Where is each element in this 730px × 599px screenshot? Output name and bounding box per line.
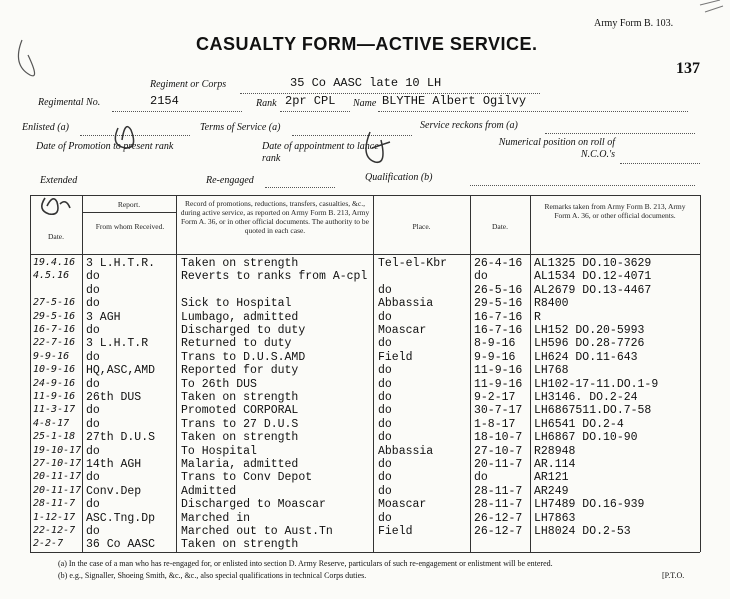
cell-from-whom: do bbox=[86, 471, 100, 485]
footnote-a: (a) In the case of a man who has re-engaged for, or enlisted into section D. Army Reserve, particulars of such re-engagement or enlistment will be entered. bbox=[58, 559, 553, 568]
cell-date2: 26-5-16 bbox=[474, 283, 523, 297]
cell-from-whom: do bbox=[86, 498, 100, 512]
form-title: CASUALTY FORM—ACTIVE SERVICE. bbox=[196, 34, 538, 54]
header-date2: Date. bbox=[491, 222, 509, 231]
cell-remarks: R8400 bbox=[534, 297, 569, 311]
form-reference: Army Form B. 103. bbox=[594, 18, 674, 29]
cell-record: Discharged to Moascar bbox=[181, 498, 326, 512]
appointment-label: Date of appointment to lance rank bbox=[262, 141, 379, 164]
cell-from-whom: do bbox=[86, 444, 100, 458]
cell-date: 22-7-16 bbox=[33, 337, 76, 349]
cell-record: Promoted CORPORAL bbox=[181, 404, 299, 418]
cell-date2: 18-10-7 bbox=[474, 431, 523, 445]
cell-from-whom: do bbox=[86, 270, 100, 284]
cell-date: 11-9-16 bbox=[33, 391, 76, 402]
cell-remarks: LH152 DO.20-5993 bbox=[534, 324, 645, 337]
cell-date: 1-12-17 bbox=[33, 511, 76, 523]
cell-place: do bbox=[378, 458, 392, 471]
cell-from-whom: 14th AGH bbox=[86, 458, 142, 471]
cell-date2: 26-4-16 bbox=[474, 257, 523, 270]
terms-label: Terms of Service (a) bbox=[200, 122, 281, 133]
cell-remarks: R bbox=[534, 310, 541, 324]
cell-remarks: LH6541 DO.2-4 bbox=[534, 417, 624, 431]
cell-remarks: AL1325 DO.10-3629 bbox=[534, 257, 652, 270]
cell-record: Discharged to duty bbox=[181, 324, 306, 337]
cell-place: Abbassia bbox=[378, 297, 434, 311]
cell-record: To Hospital bbox=[181, 444, 257, 458]
cell-from-whom: 27th D.U.S bbox=[86, 431, 156, 445]
cell-date: 20-11-17 bbox=[33, 484, 82, 496]
cell-record: Admitted bbox=[181, 484, 237, 498]
pto-note: [P.T.O. bbox=[662, 571, 685, 580]
cell-place: do bbox=[378, 404, 392, 418]
cell-date: 29-5-16 bbox=[33, 310, 76, 322]
cell-remarks: AR.114 bbox=[534, 458, 576, 471]
cell-from-whom: 3 L.H.T.R. bbox=[86, 257, 156, 270]
cell-place: do bbox=[378, 377, 392, 391]
cell-record: Marched out to Aust.Tn bbox=[181, 525, 333, 538]
cell-place: do bbox=[378, 364, 392, 378]
cell-record: To 26th DUS bbox=[181, 377, 257, 391]
cell-date2: 16-7-16 bbox=[474, 324, 523, 337]
cell-record: Reported for duty bbox=[181, 364, 299, 378]
cell-remarks: LH6867 DO.10-90 bbox=[534, 431, 638, 445]
cell-from-whom: do bbox=[86, 283, 100, 297]
cell-place: Moascar bbox=[378, 498, 427, 512]
cell-from-whom: do bbox=[86, 404, 100, 418]
cell-from-whom: do bbox=[86, 377, 100, 391]
cell-date: 27-10-17 bbox=[33, 458, 82, 469]
rank-label: Rank bbox=[256, 98, 277, 109]
cell-place: Field bbox=[378, 350, 413, 364]
cell-remarks: LH7489 DO.16-939 bbox=[534, 498, 645, 512]
regiment-value: 35 Co AASC late 10 LH bbox=[290, 76, 442, 90]
cell-date2: 26-12-7 bbox=[474, 511, 523, 525]
cell-from-whom: ASC.Tng.Dp bbox=[86, 511, 156, 525]
cell-remarks: R28948 bbox=[534, 444, 576, 458]
reengaged-label: Re-engaged bbox=[206, 175, 254, 186]
qualification-label: Qualification (b) bbox=[365, 172, 433, 183]
cell-record: Reverts to ranks from A-cpl bbox=[181, 270, 368, 284]
cell-from-whom: do bbox=[86, 525, 100, 538]
cell-place: do bbox=[378, 511, 392, 525]
cell-record: Marched in bbox=[181, 511, 251, 525]
service-reckons-label: Service reckons from (a) bbox=[420, 120, 518, 131]
cell-remarks: LH8024 DO.2-53 bbox=[534, 525, 631, 538]
cell-from-whom: HQ,ASC,AMD bbox=[86, 364, 156, 378]
cell-place: do bbox=[378, 471, 392, 485]
cell-place: Moascar bbox=[378, 324, 427, 337]
cell-date: 16-7-16 bbox=[33, 324, 76, 335]
cell-date2: 16-7-16 bbox=[474, 310, 523, 324]
cell-date: 27-5-16 bbox=[33, 297, 76, 309]
cell-remarks: LH3146. DO.2-24 bbox=[534, 391, 638, 404]
cell-date2: 29-5-16 bbox=[474, 297, 523, 311]
cell-date2: 11-9-16 bbox=[474, 364, 523, 378]
cell-record: Taken on strength bbox=[181, 391, 299, 404]
cell-remarks: AL1534 DO.12-4071 bbox=[534, 270, 652, 284]
cell-place: Tel-el-Kbr bbox=[378, 257, 448, 270]
regiment-label: Regiment or Corps bbox=[150, 79, 227, 90]
cell-date2: 9-9-16 bbox=[474, 350, 516, 364]
cell-from-whom: 36 Co AASC bbox=[86, 538, 156, 552]
cell-date2: 11-9-16 bbox=[474, 377, 523, 391]
cell-remarks: LH768 bbox=[534, 364, 569, 378]
cell-from-whom: do bbox=[86, 324, 100, 337]
cell-date: 4.5.16 bbox=[33, 270, 70, 282]
cell-record: Lumbago, admitted bbox=[181, 310, 299, 324]
cell-date2: do bbox=[474, 270, 488, 284]
cell-date: 4-8-17 bbox=[33, 417, 70, 429]
cell-record: Trans to D.U.S.AMD bbox=[181, 350, 306, 364]
cell-remarks: LH624 DO.11-643 bbox=[534, 350, 638, 364]
cell-date: 25-1-18 bbox=[33, 431, 76, 443]
name-label: Name bbox=[353, 98, 377, 109]
cell-record: Sick to Hospital bbox=[181, 297, 292, 311]
cell-date: 11-3-17 bbox=[33, 404, 76, 416]
header-report: Report. bbox=[117, 200, 141, 209]
cell-date2: 28-11-7 bbox=[474, 484, 523, 498]
cell-date2: do bbox=[474, 471, 488, 485]
cell-from-whom: do bbox=[86, 297, 100, 311]
numerical-label: Numerical position on roll of N.C.O.'s bbox=[498, 137, 615, 160]
enlisted-label: Enlisted (a) bbox=[22, 122, 69, 133]
cell-date: 19-10-17 bbox=[33, 444, 82, 456]
header-remarks: Remarks taken from Army Form B. 213, Army Form A. 36, or other official documents. bbox=[544, 202, 686, 220]
cell-place: do bbox=[378, 391, 392, 404]
cell-record: Returned to duty bbox=[181, 337, 292, 351]
cell-from-whom: 26th DUS bbox=[86, 391, 142, 404]
cell-date: 19.4.16 bbox=[33, 257, 76, 268]
cell-date2: 9-2-17 bbox=[474, 391, 516, 404]
cell-date: 9-9-16 bbox=[33, 350, 70, 362]
page-number: 137 bbox=[676, 60, 700, 77]
cell-date: 22-12-7 bbox=[33, 525, 76, 536]
cell-date2: 26-12-7 bbox=[474, 525, 523, 538]
cell-record: Trans to 27 D.U.S bbox=[181, 417, 299, 431]
regimental-no-value: 2154 bbox=[150, 94, 179, 108]
cell-place: do bbox=[378, 337, 392, 351]
header-date: Date. bbox=[47, 232, 65, 241]
regimental-no-label: Regimental No. bbox=[38, 97, 101, 108]
cell-date2: 8-9-16 bbox=[474, 337, 516, 351]
promotion-label: Date of Promotion to present rank bbox=[36, 141, 174, 152]
cell-place: Abbassia bbox=[378, 444, 434, 458]
cell-record: Trans to Conv Depot bbox=[181, 471, 313, 485]
cell-date2: 30-7-17 bbox=[474, 404, 523, 418]
cell-place: do bbox=[378, 310, 392, 324]
cell-date: 28-11-7 bbox=[33, 498, 76, 510]
cell-place: Field bbox=[378, 525, 413, 538]
name-value: BLYTHE Albert Ogilvy bbox=[382, 94, 527, 108]
cell-place: do bbox=[378, 417, 392, 431]
cell-remarks: LH596 DO.28-7726 bbox=[534, 337, 645, 351]
header-from-whom: From whom Received. bbox=[95, 222, 165, 231]
cell-remarks: AR249 bbox=[534, 484, 569, 498]
cell-from-whom: 3 L.H.T.R bbox=[86, 337, 149, 351]
cell-record: Taken on strength bbox=[181, 257, 299, 270]
cell-remarks: LH7863 bbox=[534, 511, 576, 525]
header-place: Place. bbox=[412, 222, 431, 231]
cell-date: 10-9-16 bbox=[33, 364, 76, 376]
header-record: Record of promotions, reductions, transfers, casualties, &c., during active service, as reported on Army Form B. 213, Army Form A. 36, or in other official documents. The authority to be quoted in each case. bbox=[180, 199, 370, 235]
cell-remarks: AL2679 DO.13-4467 bbox=[534, 283, 652, 297]
cell-place: do bbox=[378, 283, 392, 297]
cell-remarks: LH6867511.DO.7-58 bbox=[534, 404, 652, 418]
cell-date2: 20-11-7 bbox=[474, 458, 523, 471]
cell-from-whom: Conv.Dep bbox=[86, 484, 142, 498]
cell-record: Malaria, admitted bbox=[181, 458, 299, 471]
cell-date: 20-11-17 bbox=[33, 471, 82, 483]
cell-from-whom: do bbox=[86, 417, 100, 431]
cell-remarks: LH102-17-11.DO.1-9 bbox=[534, 377, 659, 391]
cell-date: 24-9-16 bbox=[33, 377, 76, 389]
cell-date: 2-2-7 bbox=[33, 538, 64, 550]
cell-from-whom: do bbox=[86, 350, 100, 364]
cell-date2: 1-8-17 bbox=[474, 417, 516, 431]
cell-from-whom: 3 AGH bbox=[86, 310, 121, 324]
cell-place: do bbox=[378, 484, 392, 498]
extended-label: Extended bbox=[40, 175, 78, 186]
cell-date2: 27-10-7 bbox=[474, 444, 523, 458]
footnote-b: (b) e.g., Signaller, Shoeing Smith, &c., &c., also special qualifications in technical Corps duties. bbox=[58, 571, 367, 580]
cell-remarks: AR121 bbox=[534, 471, 569, 485]
cell-date2: 28-11-7 bbox=[474, 498, 523, 512]
cell-place: do bbox=[378, 431, 392, 445]
cell-record: Taken on strength bbox=[181, 431, 299, 445]
cell-record: Taken on strength bbox=[181, 538, 299, 552]
rank-value: 2pr CPL bbox=[285, 94, 336, 108]
